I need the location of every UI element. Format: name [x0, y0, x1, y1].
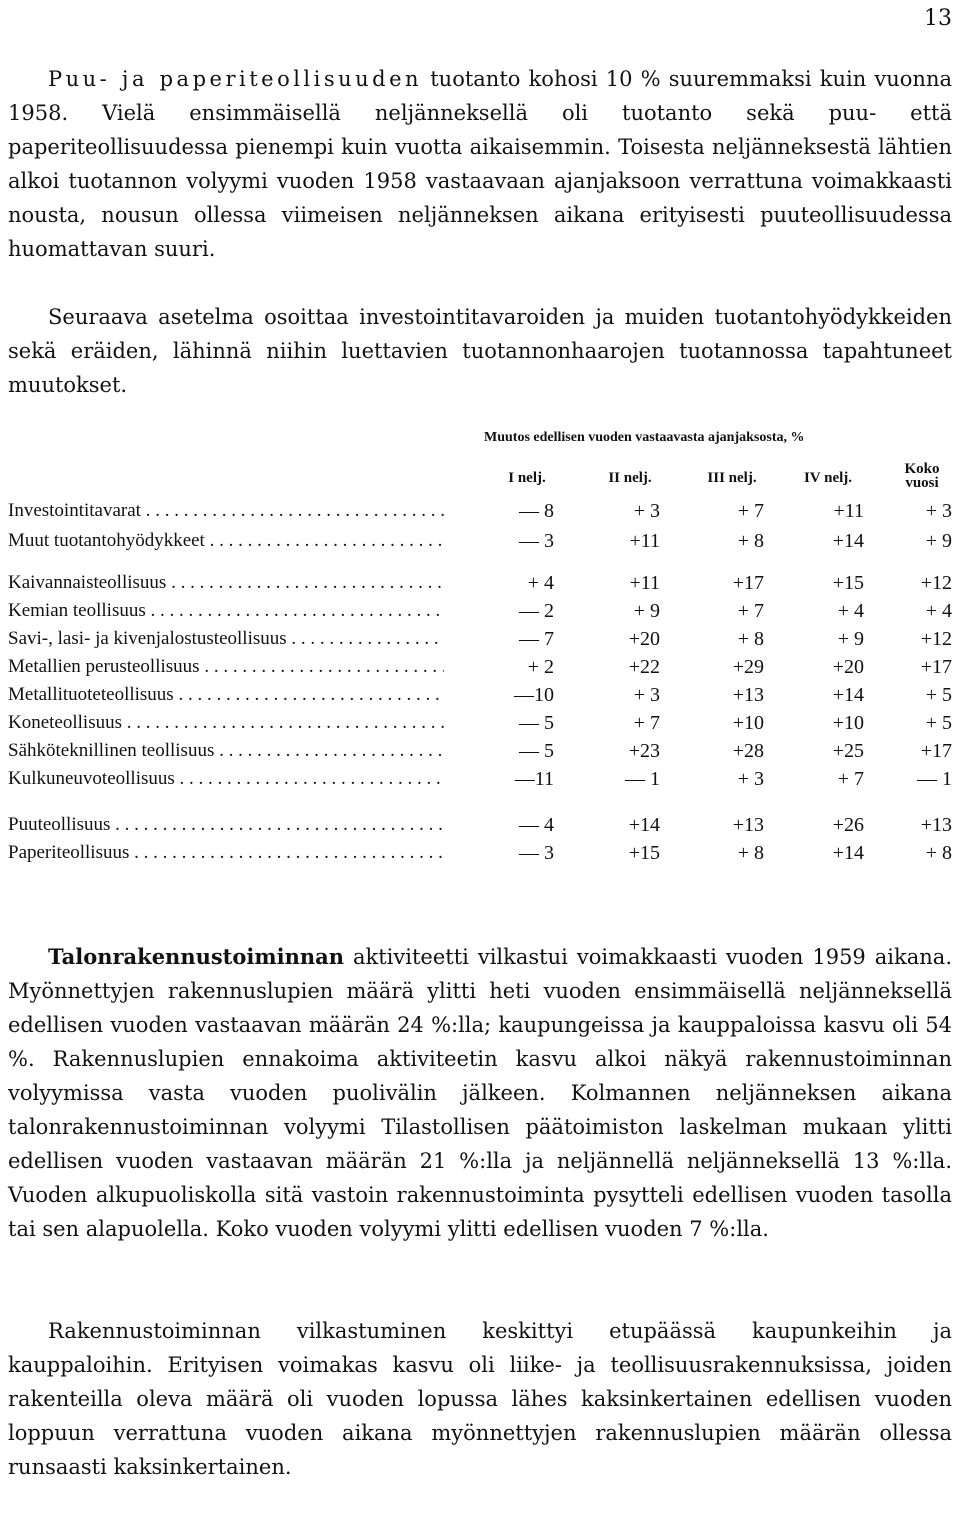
table-intro-paragraph: Seuraava asetelma osoittaa investointitavaroiden ja muiden tuotantohyödykkeiden sekä eräiden, lähinnä niihin luettavien tuotannonhaarojen tuotannossa tapahtuneet muutokset. [8, 305, 952, 397]
table-cell: + 9 [633, 600, 660, 622]
table-cell: +15 [832, 572, 864, 594]
intro-text: tuotanto kohosi 10 % suuremmaksi kuin vuonna 1958. Vielä ensimmäisellä neljänneksellä oli tuotanto sekä puu- että paperiteollisuudessa pienempi kuin vuotta aikaisemmin. Toisesta neljänneksestä lähtien alkoi tuotannon volyymi vuoden 1958 vastaavaan ajanjaksoon verrattuna voimakkaasti nousta, nousun ollessa viimeisen neljänneksen aikana erityisesti puuteollisuudessa huomattavan suuri. [8, 67, 952, 261]
table-cell: — 7 [519, 628, 554, 650]
table-row [8, 712, 952, 740]
table-cell: +29 [732, 656, 764, 678]
table-cell: +20 [832, 656, 864, 678]
col-header-q4: IV nelj. [803, 470, 853, 486]
table-cell: + 4 [925, 600, 952, 622]
table-cell: + 7 [837, 768, 864, 790]
table-cell: —11 [514, 768, 554, 790]
table-cell: + 8 [737, 530, 764, 552]
table-cell: +20 [628, 628, 660, 650]
table-cell: — 8 [519, 500, 554, 522]
table-title: Muutos edellisen vuoden vastaavasta ajanjaksosta, % [484, 430, 805, 445]
col-header-q1: I nelj. [508, 470, 546, 486]
building-paragraph [8, 940, 952, 1246]
table-cell: + 9 [925, 530, 952, 552]
table-cell: +12 [920, 572, 952, 594]
table-cell: +14 [832, 842, 864, 864]
col-header-q2: II nelj. [608, 470, 652, 486]
construction-paragraph: Rakennustoiminnan vilkastuminen keskittyi etupäässä kaupunkeihin ja kauppaloihin. Erityisen voimakas kasvu oli liike- ja teollisuusrakennuksissa, joiden rakenteilla oleva määrä oli vuoden lopussa lähes kaksinkertainen edellisen vuoden loppuun verrattuna vuoden aikana myönnettyjen rakennuslupien määrän ollessa runsaasti kaksinkertainen. [8, 1319, 952, 1479]
table-cell: + 8 [925, 842, 952, 864]
table-cell: + 8 [737, 628, 764, 650]
table-cell: + 3 [737, 768, 764, 790]
table-cell: +17 [920, 740, 952, 762]
row-label: Sähköteknillinen teollisuus . . . [8, 740, 444, 762]
table-row [8, 572, 952, 600]
table-cell: + 3 [925, 500, 952, 522]
table-row [8, 656, 952, 684]
table-row [8, 814, 952, 842]
table-cell: +22 [628, 656, 660, 678]
table-cell: + 3 [633, 684, 660, 706]
intro-paragraph [8, 62, 952, 266]
table-row [8, 684, 952, 712]
table-cell: +14 [832, 684, 864, 706]
table-cell: + 3 [633, 500, 660, 522]
table-cell: +17 [732, 572, 764, 594]
col-header-q3: III nelj. [707, 470, 757, 486]
table-cell: — 1 [917, 768, 952, 790]
table-row [8, 842, 952, 870]
table-cell: — 4 [519, 814, 554, 836]
table-cell: — 3 [519, 842, 554, 864]
building-text: aktiviteetti vilkastui voimakkaasti vuoden 1959 aikana. Myönnettyjen rakennuslupien määrä ylitti heti vuoden ensimmäisellä neljänneksellä edellisen vuoden vastaavan määrän 24 %:lla; kaupungeissa ja kauppaloissa kasvu oli 54 %. Rakennuslupien ennakoima aktiviteetin kasvu alkoi näkyä rakennustoiminnan volyymissa vasta vuoden puolivälin jälkeen. Kolmannen neljänneksen aikana talonrakennustoiminnan volyymi Tilastollisen päätoimiston laskelman mukaan ylitti edellisen vuoden vastaavan määrän 21 %:lla ja neljännellä neljänneksellä 13 %:lla. Vuoden alkupuoliskolla sitä vastoin rakennustoiminta pysytteli edellisen vuoden tasolla tai sen alapuolella. Koko vuoden volyymi ylitti edellisen vuoden 7 %:lla. [8, 945, 952, 1241]
table-cell: —10 [514, 684, 554, 706]
table-cell: + 7 [737, 500, 764, 522]
table-cell: +12 [920, 628, 952, 650]
table-cell: + 7 [633, 712, 660, 734]
col-header-year: Koko vuosi [904, 461, 940, 491]
table-cell: +13 [920, 814, 952, 836]
table-cell: +14 [628, 814, 660, 836]
table-cell: + 4 [837, 600, 864, 622]
table-cell: +23 [628, 740, 660, 762]
table-row [8, 530, 952, 558]
row-label: Koneteollisuus . . . [8, 712, 444, 734]
table-cell: — 5 [519, 712, 554, 734]
table-cell: +14 [832, 530, 864, 552]
row-label: Muut tuotantohyödykkeet . . . [8, 530, 444, 552]
table-cell: — 1 [625, 768, 660, 790]
row-label: Paperiteollisuus . . . [8, 842, 444, 864]
table-cell: +17 [920, 656, 952, 678]
row-label: Metallituoteteollisuus . . . [8, 684, 444, 706]
table-cell: +11 [629, 530, 660, 552]
row-label: Investointitavarat . . . [8, 500, 444, 522]
row-label: Kaivannaisteollisuus . . . [8, 572, 444, 594]
table-cell: + 5 [925, 684, 952, 706]
table-row [8, 768, 952, 796]
row-label: Kemian teollisuus . . . [8, 600, 444, 622]
table-cell: + 7 [737, 600, 764, 622]
table-row [8, 740, 952, 768]
table-row [8, 600, 952, 628]
table-cell: +11 [833, 500, 864, 522]
row-label: Puuteollisuus . . . [8, 814, 444, 836]
table-cell: — 3 [519, 530, 554, 552]
table-cell: + 9 [837, 628, 864, 650]
page-number: 13 [924, 6, 952, 31]
table-row [8, 628, 952, 656]
row-label: Savi-, lasi- ja kivenjalostusteollisuus . . . [8, 628, 444, 650]
table-cell: +28 [732, 740, 764, 762]
intro-spaced-term: Puu- ja paperiteollisuuden [48, 67, 423, 91]
table-cell: +10 [732, 712, 764, 734]
table-cell: +13 [732, 814, 764, 836]
table-cell: +25 [832, 740, 864, 762]
table-cell: — 5 [519, 740, 554, 762]
row-label: Kulkuneuvoteollisuus . . . [8, 768, 444, 790]
row-label: Metallien perusteollisuus . . . [8, 656, 444, 678]
table-row [8, 500, 952, 528]
building-bold-term: Talonrakennustoiminnan [48, 944, 344, 969]
table-cell: + 4 [527, 572, 554, 594]
table-cell: + 2 [527, 656, 554, 678]
table-cell: + 5 [925, 712, 952, 734]
table-cell: +13 [732, 684, 764, 706]
table-cell: +10 [832, 712, 864, 734]
table-cell: +15 [628, 842, 660, 864]
table-cell: +26 [832, 814, 864, 836]
table-cell: + 8 [737, 842, 764, 864]
table-cell: — 2 [519, 600, 554, 622]
table-cell: +11 [629, 572, 660, 594]
